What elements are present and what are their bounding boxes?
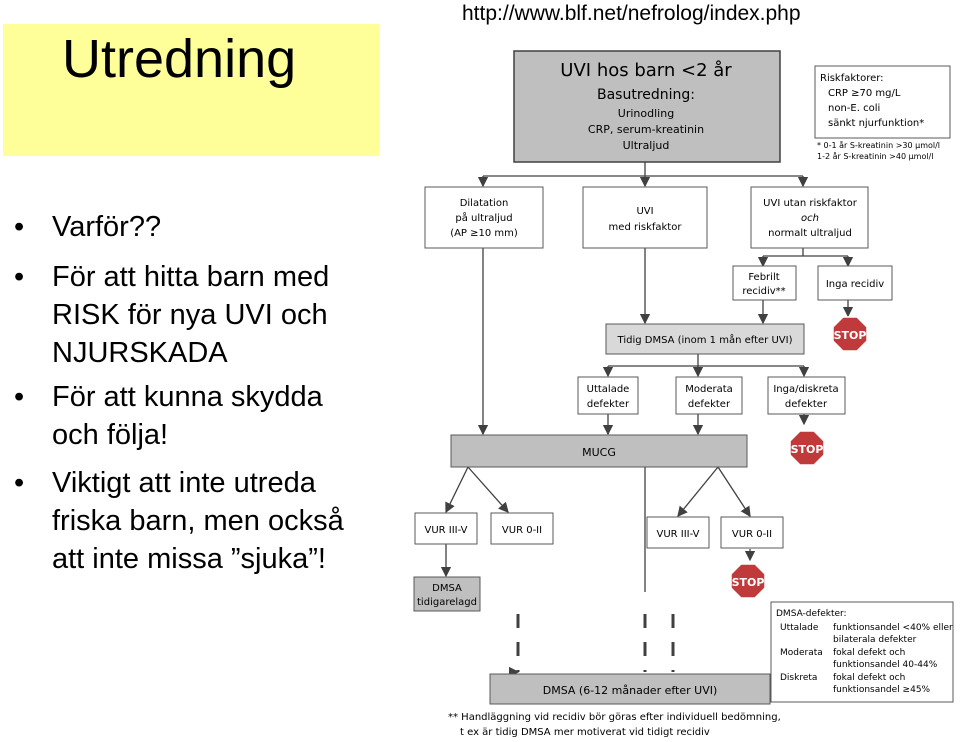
defect-pronounced-text: defekter [586,399,630,410]
no-recidiv-text: Inga recidiv [825,279,885,290]
slide-title: Utredning [62,29,297,89]
bullet-dot-icon: • [14,381,25,413]
bullet-item [14,464,374,578]
dmsa-defect-label: Diskreta [780,673,818,683]
febrile-recidiv-text: recidiv** [742,286,786,297]
branch-uvi-risk-text: med riskfaktor [608,222,682,233]
stop-sign-icon [790,431,824,465]
branch-dilatation-text: Dilatation [459,198,509,209]
defect-moderate-text: defekter [687,399,731,410]
top-box-title: UVI hos barn <2 år [560,60,732,81]
bullet-dot-icon: • [14,211,25,243]
early-dmsa-text: Tidig DMSA (inom 1 mån efter UVI) [617,335,793,346]
stop-sign-icon [833,317,867,351]
top-box-item: Ultraljud [622,139,670,152]
mucg-text: MUCG [582,446,616,459]
defect-minor-text: Inga/diskreta [773,384,839,395]
stop-label: STOP [790,443,824,456]
dmsa-defect-desc: funktionsandel ≥45% [833,685,931,695]
branch-uvi-norisk-text: normalt ultraljud [768,228,852,239]
vur-high-text: VUR III-V [424,525,468,536]
stop-sign-icon [731,564,765,598]
footnote: ** Handläggning vid recidiv bör göras efter individuell bedömning, [448,712,781,723]
branch-dilatation-text: på ultraljud [455,213,513,224]
defect-minor-text: defekter [784,399,828,410]
branch-uvi-risk-text: UVI [636,206,654,217]
bullet-dot-icon: • [14,467,25,499]
vur-high-text: VUR III-V [656,529,700,540]
febrile-recidiv-text: Febrilt [748,272,780,283]
risk-factor-item: sänkt njurfunktion* [828,118,925,129]
bullet-text: För att hitta barn med RISK för nya UVI och NJURSKADA [52,261,330,369]
risk-note: 1-2 år S-kreatinin >40 µmol/l [817,152,934,161]
source-url[interactable]: http://www.blf.net/nefrolog/index.php [462,2,801,25]
bullet-dot-icon: • [14,261,25,293]
risk-factors-title: Riskfaktorer: [820,73,884,84]
vur-low-text: VUR 0-II [501,525,543,536]
dashed-connectors [518,614,673,672]
stop-label: STOP [731,576,765,589]
dmsa-defect-desc: fokal defekt och [833,648,906,658]
dmsa-defect-desc: funktionsandel 40-44% [833,660,938,670]
branch-uvi-norisk-text: och [801,213,819,224]
branch-uvi-risk-box [583,187,707,248]
dmsa-earlier-text: tidigarelagd [417,597,477,608]
late-dmsa-text: DMSA (6-12 månader efter UVI) [542,684,718,697]
top-box-item: CRP, serum-kreatinin [587,123,705,136]
stop-label: STOP [833,329,867,342]
vur-low-text: VUR 0-II [731,529,773,540]
risk-factor-item: CRP ≥70 mg/L [828,88,901,99]
dmsa-defect-desc: funktionsandel <40% eller [833,623,953,633]
bullet-item [14,258,374,372]
footnote: t ex är tidig DMSA mer motiverat vid tidigt recidiv [460,727,710,738]
bullet-list [14,208,374,590]
branch-uvi-norisk-text: UVI utan riskfaktor [763,198,857,209]
risk-factor-item: non-E. coli [828,103,881,114]
dmsa-defect-desc: bilaterala defekter [833,635,917,645]
risk-note: * 0-1 år S-kreatinin >30 µmol/l [817,141,941,150]
dmsa-defect-desc: fokal defekt och [833,673,906,683]
defect-pronounced-text: Uttalade [586,384,630,395]
flowchart-diagram [408,44,958,742]
top-box-item: Urinodling [617,107,675,120]
bullet-item [14,378,374,454]
defect-moderate-text: Moderata [685,384,733,395]
bullet-text: För att kunna skydda och följa! [52,381,323,451]
dmsa-earlier-text: DMSA [432,583,462,594]
dmsa-defects-title: DMSA-defekter: [776,609,847,619]
branch-dilatation-text: (AP ≥10 mm) [450,228,518,239]
bullet-text: Viktigt att inte utreda friska barn, men också att inte missa ”sjuka”! [52,467,344,575]
bullet-item [14,208,374,246]
top-box-subtitle: Basutredning: [596,87,696,103]
dmsa-defect-label: Moderata [780,648,823,658]
dmsa-defect-label: Uttalade [780,623,819,633]
bullet-text: Varför?? [52,211,162,243]
